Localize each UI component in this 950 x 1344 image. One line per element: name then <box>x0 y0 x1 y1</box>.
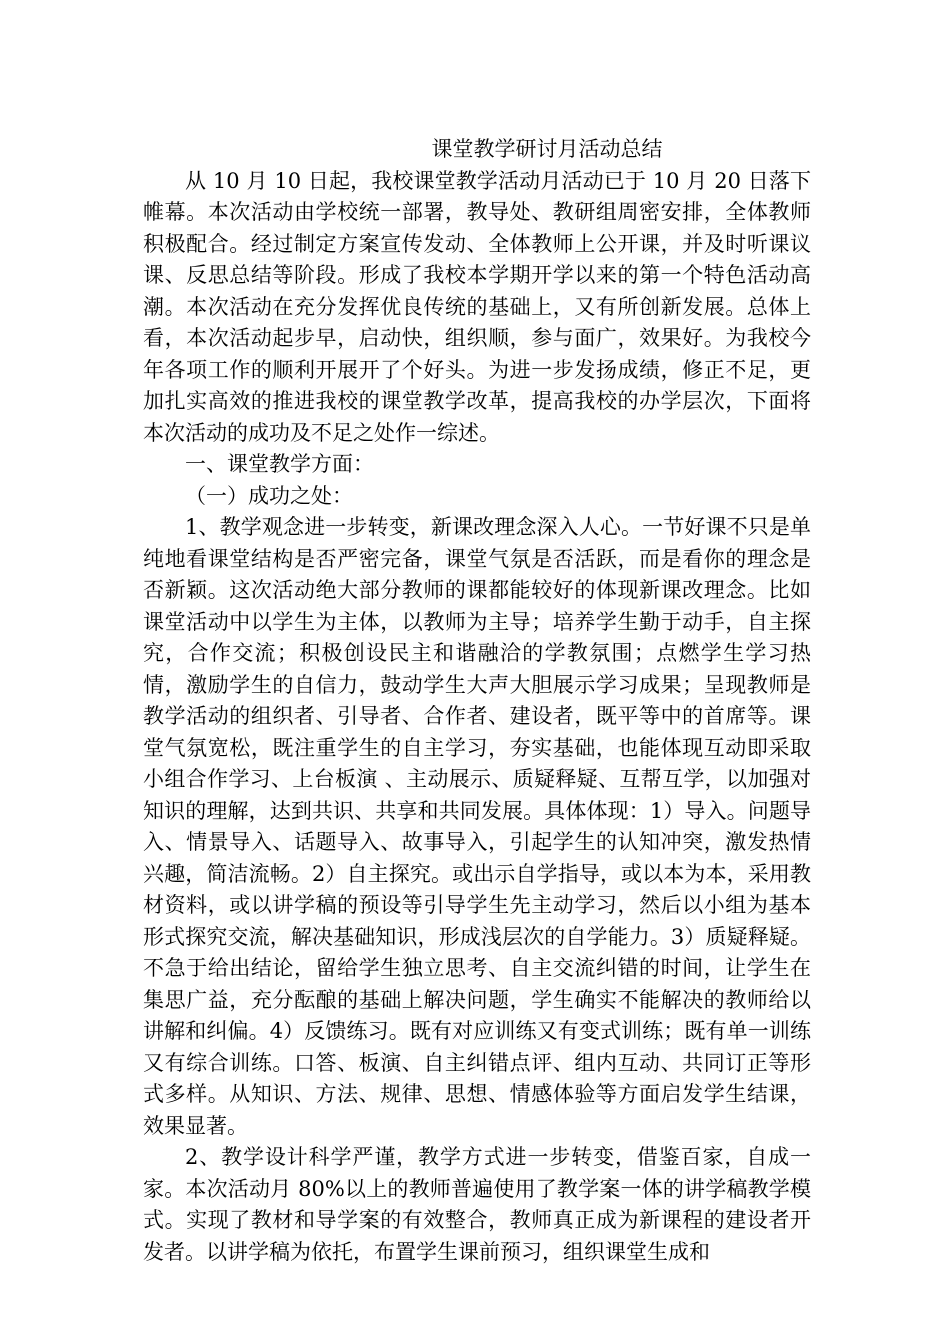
intro-paragraph: 从 10 月 10 日起，我校课堂教学活动月活动已于 10 月 20 日落下帷幕。本次活动由学校统一部署，教导处、教研组周密安排，全体教师积极配合。经过制定方案宣传发动、全体教师上公开课，并及时听课议课、反思总结等阶段。形成了我校本学期开学以来的第一个特色活动高潮。本次活动在充分发挥优良传统的基础上，又有所创新发展。总体上看，本次活动起步早，启动快，组织顺，参与面广，效果好。为我校今年各项工作的顺利开展开了个好头。为进一步发扬成绩，修正不足，更加扎实高效的推进我校的课堂教学改革，提高我校的办学层次，下面将本次活动的成功及不足之处作一综述。 <box>143 168 811 445</box>
point-2-paragraph: 2、教学设计科学严谨，教学方式进一步转变，借鉴百家，自成一家。本次活动月 80%以上的教师普遍使用了教学案一体的讲学稿教学模式。实现了教材和导学案的有效整合，教师真正成为新课程的建设者开发者。以讲学稿为依托，布置学生课前预习，组织课堂生成和 <box>143 1145 811 1264</box>
document-page <box>143 134 811 1268</box>
subsection-heading-successes: （一）成功之处： <box>185 483 353 508</box>
section-heading-classroom-teaching: 一、课堂教学方面： <box>185 452 374 476</box>
point-1-paragraph: 1、教学观念进一步转变，新课改理念深入人心。一节好课不只是单纯地看课堂结构是否严密完备，课堂气氛是否活跃，而是看你的理念是否新颖。这次活动绝大部分教师的课都能较好的体现新课改理念。比如课堂活动中以学生为主体，以教师为主导；培养学生勤于动手，自主探究，合作交流；积极创设民主和谐融洽的学教氛围；点燃学生学习热情，激励学生的自信力，鼓动学生大声大胆展示学习成果；呈现教师是教学活动的组织者、引导者、合作者、建设者，既平等中的首席等。课堂气氛宽松，既注重学生的自主学习，夯实基础，也能体现互动即采取小组合作学习、上台板演 、主动展示、质疑释疑、互帮互学，以加强对知识的理解，达到共识、共享和共同发展。具体体现：1）导入。问题导入、情景导入、话题导入、故事导入，引起学生的认知冲突，激发热情兴趣，简洁流畅。2）自主探究。或出示自学指导，或以本为本，采用教材资料，或以讲学稿的预设等引导学生先主动学习，然后以小组为基本形式探究交流，解决基础知识，形成浅层次的自学能力。3）质疑释疑。不急于给出结论，留给学生独立思考、自主交流纠错的时间，让学生在集思广益，充分酝酿的基础上解决问题，学生确实不能解决的教师给以讲解和纠偏。4）反馈练习。既有对应训练又有变式训练；既有单一训练又有综合训练。口答、板演、自主纠错点评、组内互动、共同订正等形式多样。从知识、方法、规律、思想、情感体验等方面启发学生结课，效果显著。 <box>143 515 811 1138</box>
document-title: 课堂教学研讨月活动总结 <box>431 137 663 161</box>
